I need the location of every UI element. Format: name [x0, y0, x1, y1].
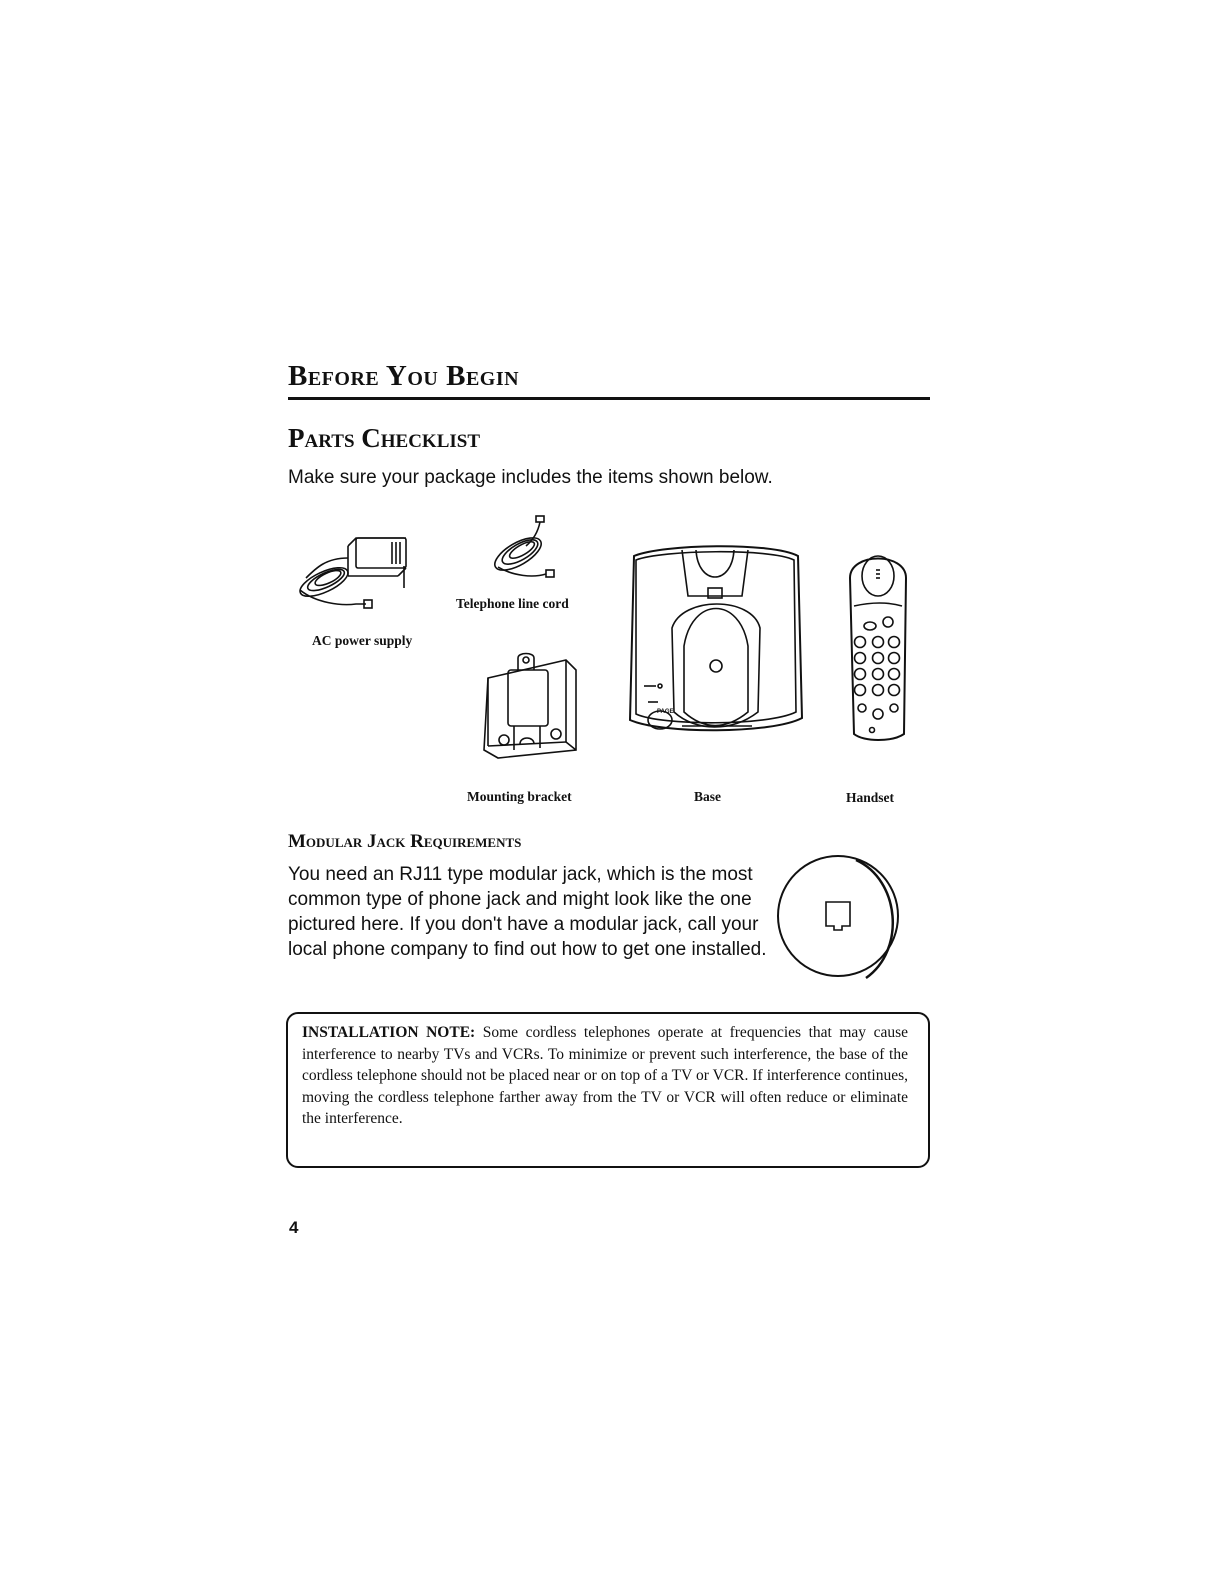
page-button-label: PAGE: [657, 709, 674, 715]
part-label-telephone-line-cord: Telephone line cord: [456, 596, 569, 611]
installation-note-text: Some cordless telephones operate at frequencies that may cause interference to nearby TVs and VCRs. To minimize or prevent such interference, the base of the cordless telephone should not be placed near or on top of a TV or VCR. If interference continues, moving the cordless telephone farther away from the TV or VCR will often reduce or eliminate the interference.: [302, 1024, 909, 1127]
handset-icon: [842, 548, 914, 742]
mounting-bracket-icon: [478, 650, 582, 760]
title-rule: [288, 397, 930, 400]
page-number: 4: [289, 1218, 299, 1237]
modular-jack-heading: Modular Jack Requirements: [288, 831, 522, 852]
modular-jack-body: You need an RJ11 type modular jack, which is the most common type of phone jack and might look like the one pictured here. If you don't have a modular jack, call your local phone company to find out how to get one installed.: [288, 864, 767, 960]
modular-jack-icon: [772, 846, 908, 986]
part-label-handset: Handset: [846, 790, 895, 805]
installation-note: [302, 1022, 908, 1130]
part-label-ac-power-supply: AC power supply: [312, 633, 413, 648]
part-label-mounting-bracket: Mounting bracket: [467, 789, 572, 804]
section-title: Before You Begin: [288, 360, 520, 392]
part-label-base: Base: [694, 789, 721, 804]
ac-power-supply-icon: [286, 528, 426, 618]
base-icon: [622, 536, 808, 748]
installation-note-label: INSTALLATION NOTE:: [302, 1024, 476, 1041]
telephone-line-cord-icon: [478, 512, 568, 584]
intro-text: Make sure your package includes the items shown below.: [288, 467, 773, 488]
subsection-title: Parts Checklist: [288, 423, 481, 453]
